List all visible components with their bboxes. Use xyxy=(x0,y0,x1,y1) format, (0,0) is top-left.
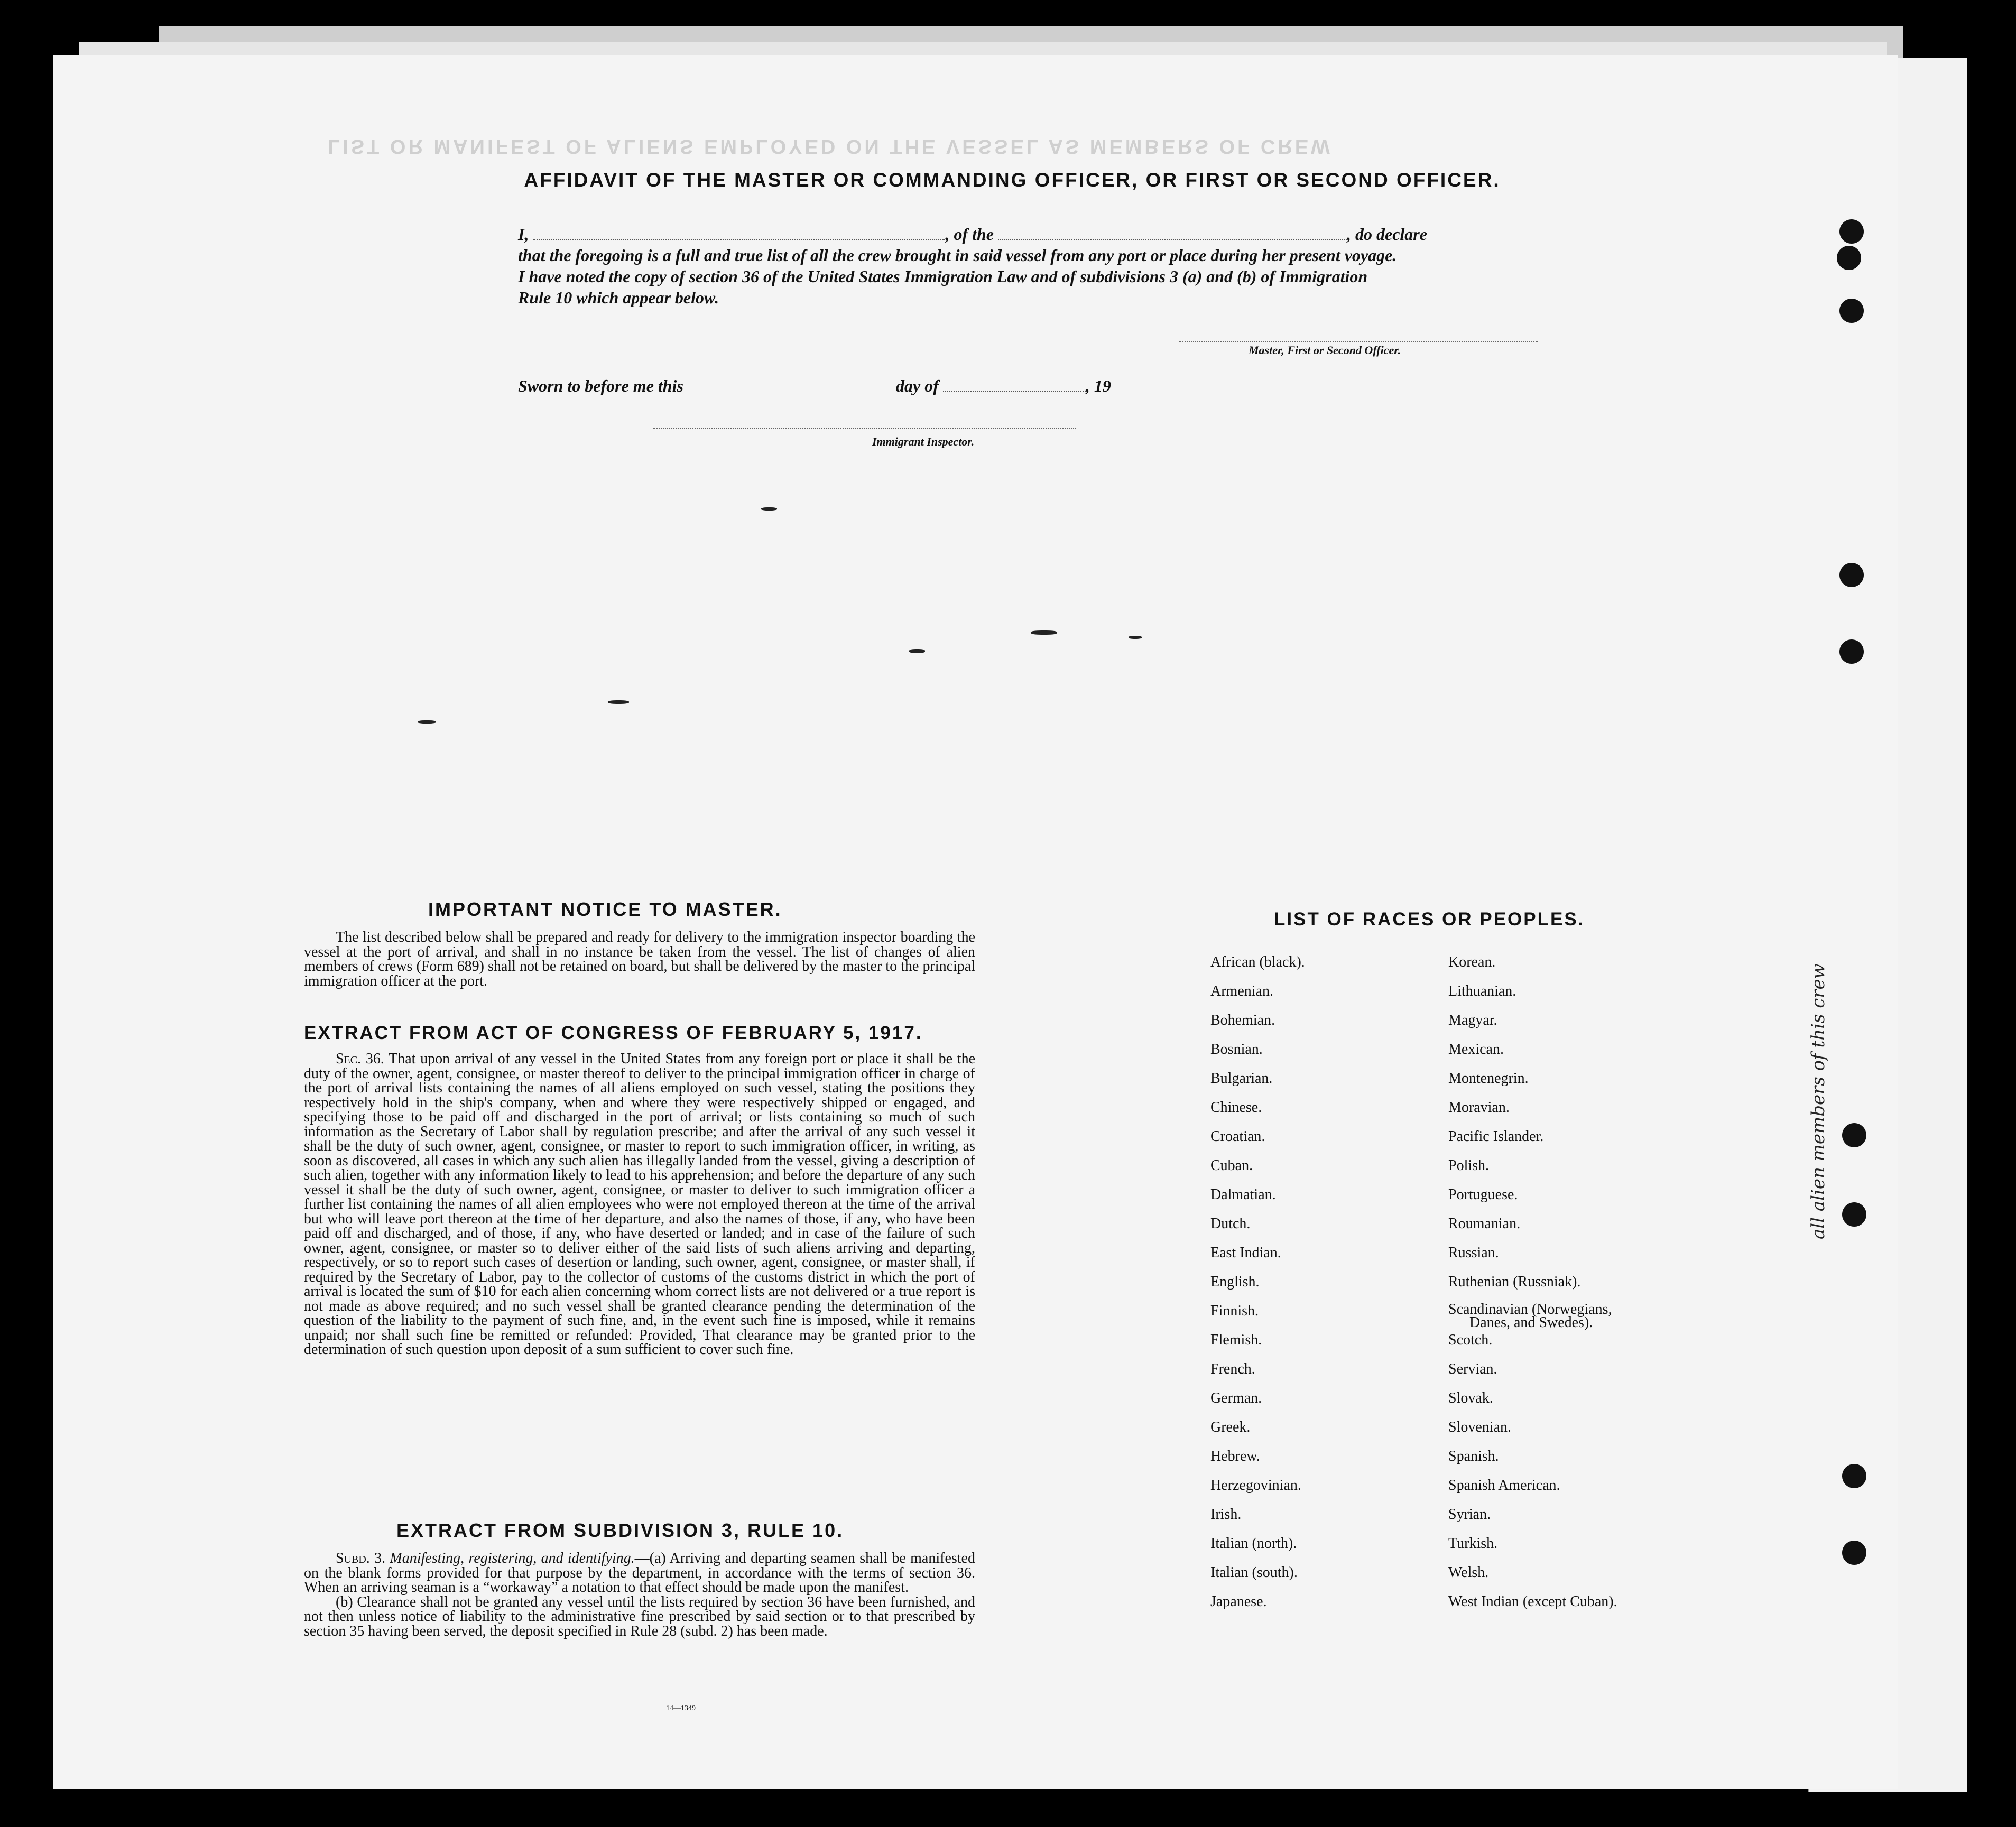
day-of-label: day of xyxy=(896,376,939,395)
race-item: Moravian. xyxy=(1448,1099,1510,1116)
race-item: Italian (north). xyxy=(1210,1535,1297,1552)
race-item: Bosnian. xyxy=(1210,1041,1263,1058)
race-item: Irish. xyxy=(1210,1506,1242,1523)
punch-hole xyxy=(1839,299,1864,323)
declaration-line-4: Rule 10 which appear below. xyxy=(518,288,719,307)
ink-speck xyxy=(909,649,925,653)
subd-title: Manifesting, registering, and identifying. xyxy=(390,1550,635,1566)
race-item: Spanish. xyxy=(1448,1448,1499,1464)
race-item: Ruthenian (Russniak). xyxy=(1448,1274,1581,1290)
race-item: West Indian (except Cuban). xyxy=(1448,1593,1617,1610)
month-blank[interactable] xyxy=(943,391,1086,392)
race-item: Polish. xyxy=(1448,1157,1490,1174)
race-item: Slovenian. xyxy=(1448,1419,1511,1435)
race-item: Cuban. xyxy=(1210,1157,1253,1174)
master-signature-label: Master, First or Second Officer. xyxy=(1249,344,1401,357)
punch-hole xyxy=(1839,639,1864,664)
race-item: Lithuanian. xyxy=(1448,983,1516,999)
punch-hole xyxy=(1839,563,1864,587)
margin-handwriting: all alien members of this crew xyxy=(1808,963,1829,1239)
declare-label: , do declare xyxy=(1347,225,1427,244)
race-item: Mexican. xyxy=(1448,1041,1504,1058)
race-item: Italian (south). xyxy=(1210,1564,1298,1581)
affidavit-title: AFFIDAVIT OF THE MASTER OR COMMANDING OFFICER, OR FIRST OR SECOND OFFICER. xyxy=(524,169,1501,191)
rule-para-a xyxy=(304,1551,975,1595)
races-heading: LIST OF RACES OR PEOPLES. xyxy=(1274,909,1585,930)
race-item: Syrian. xyxy=(1448,1506,1491,1523)
race-item: Magyar. xyxy=(1448,1012,1497,1028)
race-item: French. xyxy=(1210,1361,1255,1377)
race-item: Croatian. xyxy=(1210,1128,1265,1145)
inspector-signature-label: Immigrant Inspector. xyxy=(872,435,975,448)
notice-body xyxy=(304,930,975,988)
punch-hole xyxy=(1837,246,1861,270)
punch-hole xyxy=(1842,1464,1866,1488)
punch-hole xyxy=(1842,1123,1866,1147)
races-right-column xyxy=(1448,954,1617,1622)
race-item: Bulgarian. xyxy=(1210,1070,1273,1087)
master-signature-line[interactable] xyxy=(1179,341,1538,342)
ink-speck xyxy=(761,507,777,511)
races-left-column xyxy=(1210,954,1305,1622)
inspector-signature-line[interactable] xyxy=(653,428,1076,429)
punch-hole xyxy=(1842,1541,1866,1565)
race-item: Hebrew. xyxy=(1210,1448,1260,1464)
sworn-line xyxy=(518,376,683,396)
race-item: Roumanian. xyxy=(1448,1216,1521,1232)
race-item: Bohemian. xyxy=(1210,1012,1275,1028)
race-item: Dutch. xyxy=(1210,1216,1251,1232)
race-item: Greek. xyxy=(1210,1419,1251,1435)
declaration-line-3: I have noted the copy of section 36 of the United States Immigration Law and of subdivisions 3 (a) and (b) of Immigration xyxy=(518,267,1368,286)
race-item: Montenegrin. xyxy=(1448,1070,1529,1087)
subd-label: Subd. 3. xyxy=(336,1550,386,1566)
punch-hole xyxy=(1839,219,1864,244)
declaration-line-2: that the foregoing is a full and true list of all the crew brought in said vessel from any port or place during her present voyage. xyxy=(518,246,1397,265)
declaration-line-1 xyxy=(518,225,1538,244)
race-item: Herzegovinian. xyxy=(1210,1477,1301,1494)
act-text xyxy=(304,1052,975,1357)
race-item-continuation: Danes, and Swedes). xyxy=(1469,1314,1593,1331)
act-body xyxy=(304,1052,975,1357)
race-item: Welsh. xyxy=(1448,1564,1489,1581)
document-page xyxy=(53,55,1898,1789)
race-item: English. xyxy=(1210,1274,1260,1290)
rule-heading: EXTRACT FROM SUBDIVISION 3, RULE 10. xyxy=(396,1519,844,1541)
ink-speck xyxy=(418,720,436,724)
name-blank[interactable] xyxy=(533,239,945,240)
sec-label: Sec. 36. xyxy=(336,1051,384,1067)
sec-36-text: That upon arrival of any vessel in the United States from any foreign port or place it shall be the duty of the owner, agent, consignee, or master thereof to deliver to the principal immigration officer in charge of the port of arrival lists containing the names of all aliens employed on such vessel, stating the positions they respectively hold in the ship's company, when and where they were respectively shipped or engaged, and specifying those to be paid off and discharged in the port of arrival; or lists containing so much of such information as the Secretary of Labor shall by regulation prescribe; and after the arrival of any such vessel it shall be the duty of such owner, agent, consignee, or master to report to such immigration officer, in writing, as soon as discovered, all cases in which any such alien has illegally landed from the vessel, giving a description of such alien, together with any information likely to lead to his apprehension; and before the departure of any such vessel it shall be the duty of such owner, agent, consignee, or master to deliver to such immigration officer a further list containing the names of all alien employees who were not employed thereon at the time of the arrival but who will leave port thereon at the time of her departure, and also the names of those, if any, who have been paid off and discharged, and of those, if any, who have deserted or landed; and in case of the failure of such owner, agent, consignee, or master so to deliver either of the said lists of such aliens arriving and departing, respectively, or so to report such cases of desertion or landing, such owner, agent, consignee, or master shall, if required by the Secretary of Labor, pay to the collector of customs of the customs district in which the port of arrival is located the sum of $10 for each alien concerning whom correct lists are not delivered or a true report is not made as above required; and no such vessel shall be granted clearance pending the determination of the question of the liability to the payment of such fine, and, in the event such fine is imposed, while it remains unpaid; nor shall such fine be remitted or refunded: Provided, That clearance may be granted prior to the determination of such question upon deposit of a sum sufficient to cover such fine. xyxy=(304,1051,975,1358)
ink-speck xyxy=(1031,630,1057,635)
year-label: , 19 xyxy=(1085,376,1111,395)
subd-text-a: —(a) Arriving and departing seamen shall be manifested on the blank forms provided for that purpose by the department, in accordance with the terms of section 36. When an arriving seaman is a “workaway” a notation to that effect should be made upon the manifest. xyxy=(304,1550,975,1596)
ink-speck xyxy=(608,700,629,704)
race-item: Pacific Islander. xyxy=(1448,1128,1544,1145)
notice-text: The list described below shall be prepared and ready for delivery to the immigration inspector boarding the vessel at the port of arrival, and shall in no instance be taken from the vessel. The list of changes of alien members of crews (Form 689) shall not be retained on board, but shall be delivered by the master to the principal immigration officer at the port. xyxy=(304,929,975,989)
race-item: Servian. xyxy=(1448,1361,1497,1377)
race-item: Spanish American. xyxy=(1448,1477,1560,1494)
race-item: Flemish. xyxy=(1210,1332,1262,1348)
race-item: African (black). xyxy=(1210,954,1305,970)
race-item: German. xyxy=(1210,1390,1262,1406)
race-item: Chinese. xyxy=(1210,1099,1262,1116)
race-item: Finnish. xyxy=(1210,1303,1259,1319)
race-item: Slovak. xyxy=(1448,1390,1493,1406)
race-item: Russian. xyxy=(1448,1245,1499,1261)
race-item: Korean. xyxy=(1448,954,1496,970)
punch-hole xyxy=(1842,1202,1866,1227)
rule-body xyxy=(304,1551,975,1638)
race-item: Armenian. xyxy=(1210,983,1273,999)
act-heading: EXTRACT FROM ACT OF CONGRESS OF FEBRUARY 5, 1917. xyxy=(304,1023,923,1043)
vessel-blank[interactable] xyxy=(998,239,1347,240)
ink-speck xyxy=(1129,636,1142,639)
of-the-label: , of the xyxy=(945,225,994,244)
form-number: 14—1349 xyxy=(666,1704,696,1712)
race-item: Dalmatian. xyxy=(1210,1186,1276,1203)
sworn-label: Sworn to before me this xyxy=(518,376,683,395)
race-item: East Indian. xyxy=(1210,1245,1281,1261)
bleed-through-text: LIST OR MANIFEST OF ALIENS EMPLOYED ON THE VESSEL AS MEMBERS OF CREW xyxy=(328,135,1333,157)
race-item: Scandinavian (Norwegians, Danes, and Swedes). xyxy=(1448,1303,1617,1332)
sworn-day xyxy=(896,376,1111,396)
notice-heading: IMPORTANT NOTICE TO MASTER. xyxy=(428,898,782,920)
declaration-i: I, xyxy=(518,225,529,244)
race-item: Japanese. xyxy=(1210,1593,1267,1610)
race-item: Scotch. xyxy=(1448,1332,1493,1348)
race-item: Turkish. xyxy=(1448,1535,1498,1552)
race-item: Portuguese. xyxy=(1448,1186,1518,1203)
rule-para-b: (b) Clearance shall not be granted any vessel until the lists required by section 36 have been furnished, and not then unless notice of liability to the administrative fine prescribed by said section or to that prescribed by section 35 having been served, the deposit specified in Rule 28 (subd. 2) has been made. xyxy=(304,1593,975,1639)
